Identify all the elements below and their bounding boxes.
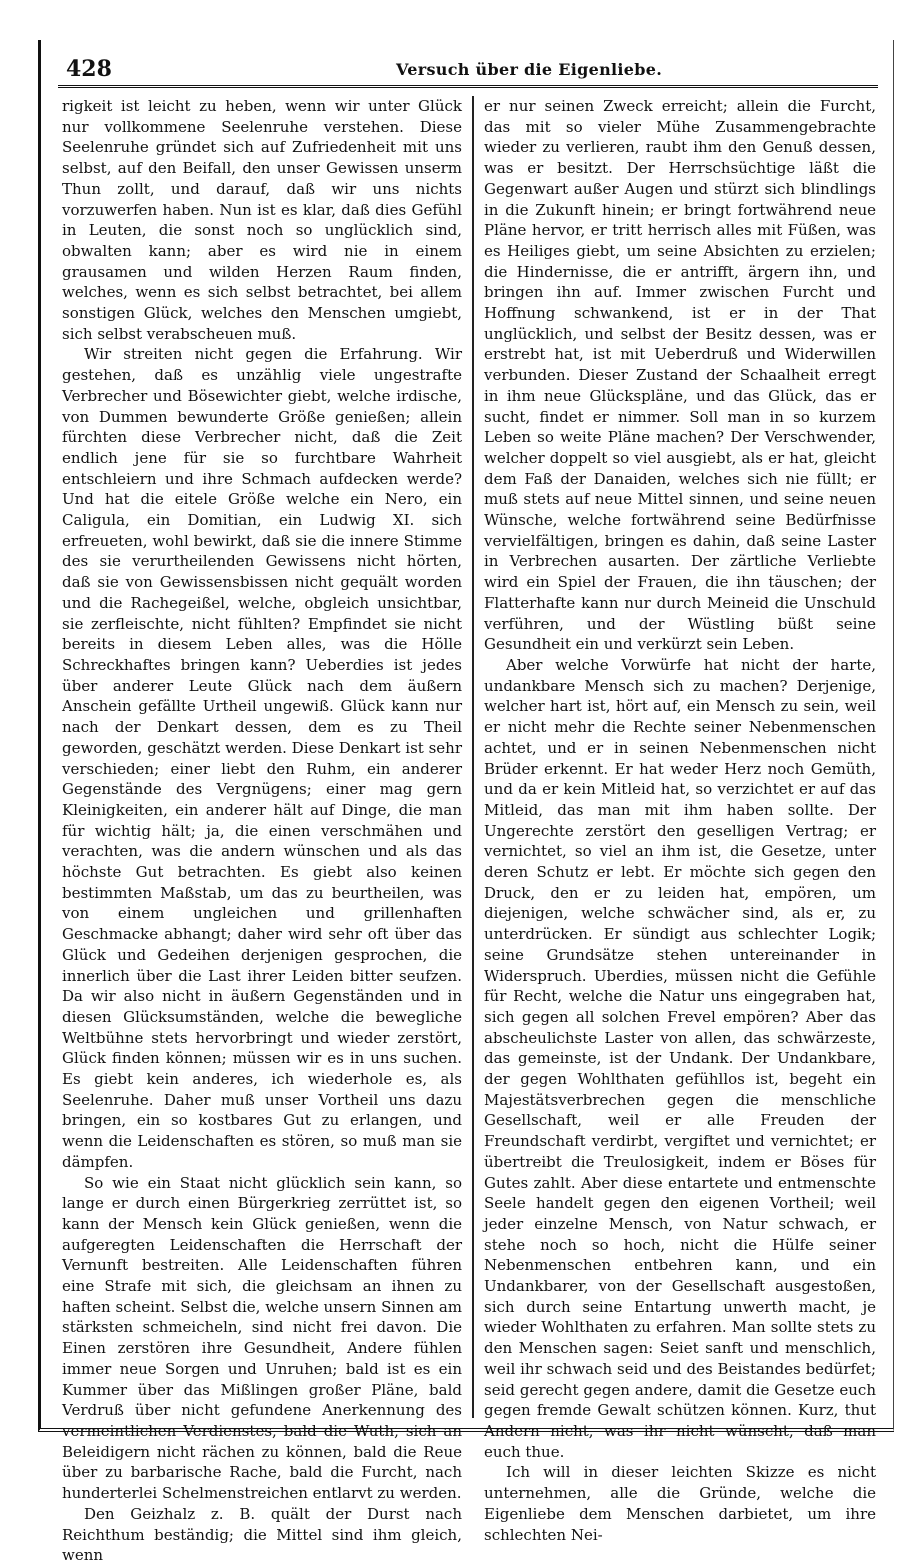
paragraph: Aber welche Vorwürfe hat nicht der harte, undankbare Mensch sich zu machen? Derjenige, welcher hart ist, hört auf, ein Mensch zu sein, weil er nicht mehr die Rechte seiner Nebenmenschen achtet, und er in seinen Nebenmenschen nicht Brüder erkennt. Er hat weder Herz noch Gemüth, und da er kein Mitleid hat, so verzichtet er auf das Mitleid, das man mit ihm haben sollte. Der Ungerechte zerstört den geselligen Vertrag; er vernichtet, so viel an ihm ist, die Gesetze, unter deren Schutz er lebt. Er möchte sich gegen den Druck, den er zu leiden hat, empören, um diejenigen, welche schwächer sind, als er, zu unterdrücken. Er sündigt aus schlechter Logik; seine Grundsätze stehen untereinander in Widerspruch. Uberdies, müssen nicht die Gefühle für Recht, welche die Natur uns eingegraben hat, sich gegen all solchen Frevel empören? Aber das abscheulichste Laster von allen, das schwärzeste, das gemeinste, ist der Undank. Der Undankbare, der gegen Wohlthaten gefühllos ist, begeht ein Majestätsverbrechen gegen die menschliche Gesellschaft, weil er alle Freuden der Freundschaft verdirbt, vergiftet und vernichtet; er übertreibt die Treulosigkeit, indem er Böses für Gutes zahlt. Aber diese entartete und entmenschte Seele handelt gegen den eigenen Vortheil; weil jeder einzelne Mensch, von Natur schwach, er stehe noch so hoch, nicht die Hülfe seiner Nebenmenschen entbehren kann, und ein Undankbarer, von der Gesellschaft ausgestoßen, sich durch seine Entartung unwerth macht, je wieder Wohlthaten zu erfahren. Man sollte stets zu den Menschen sagen: Seiet sanft und menschlich, weil ihr schwach seid und des Beistandes bedürfet; seid gerecht gegen andere, damit die Gesetze euch gegen fremde Gewalt schützen können. Kurz, thut Andern nicht, was ihr nicht wünscht, daß man euch thue. [484,655,876,1461]
right-column [484,96,876,1545]
paragraph: Wir streiten nicht gegen die Erfahrung. Wir gestehen, daß es unzählig viele ungestrafte Verbrecher und Bösewichter giebt, welche irdische, von Dummen bewunderte Größe genießen; allein fürchten diese Verbrecher nicht, daß die Zeit endlich jene für sie so furchtbare Wahrheit entschleiern und ihre Schmach aufdecken werde? Und hat die eitele Größe welche ein Nero, ein Caligula, ein Domitian, ein Ludwig XI. sich erfreueten, wohl bewirkt, daß sie die innere Stimme des sie verurtheilenden Gewissens nicht hörten, daß sie von Gewissensbissen nicht gequält worden und die Rachegeißel, welche, obgleich unsichtbar, sie zerfleischte, nicht fühlten? Empfindet sie nicht bereits in diesem Leben alles, was die Hölle Schreckhaftes bringen kann? Ueberdies ist jedes über anderer Leute Glück nach dem äußern Anschein gefällte Urtheil ungewiß. Glück kann nur nach der Denkart dessen, dem es zu Theil geworden, geschätzt werden. Diese Denkart ist sehr verschieden; einer liebt den Ruhm, ein anderer Gegenstände des Vergnügens; einer mag gern Kleinigkeiten, ein anderer hält auf Dinge, die man für wichtig hält; ja, die einen verschmähen und verachten, was die andern wünschen und als das höchste Gut betrachten. Es giebt also keinen bestimmten Maßstab, um das zu beurtheilen, was von einem ungleichen und grillenhaften Geschmacke abhangt; daher wird sehr oft über das Glück und Gedeihen derjenigen gesprochen, die innerlich über die Last ihrer Leiden bitter seufzen. Da wir also nicht in äußern Gegenständen und in diesen Glücksumständen, welche die bewegliche Weltbühne stets hervorbringt und wieder zerstört, Glück finden können; müssen wir es in uns suchen. Es giebt kein anderes, ich wiederhole es, als Seelenruhe. Daher muß unser Vortheil uns dazu bringen, ein so kostbares Gut zu erlangen, und wenn die Leidenschaften es stören, so muß man sie dämpfen. [62,345,462,1171]
paragraph: Ich will in dieser leichten Skizze es nicht unternehmen, alle die Gründe, welche die Eigenliebe dem Menschen darbietet, um ihre schlechten Nei- [484,1463,876,1544]
column-divider [472,96,474,1418]
paragraph: rigkeit ist leicht zu heben, wenn wir unter Glück nur vollkommene Seelenruhe verstehen. Diese Seelenruhe gründet sich auf Zufriedenheit mit uns selbst, auf den Beifall, den unser Gewissen unserm Thun zollt, und darauf, daß wir uns nichts vorzuwerfen haben. Nun ist es klar, daß dies Gefühl in Leuten, die sonst noch so unglücklich sind, obwalten kann; aber es wird nie in einem grausamen und wilden Herzen Raum finden, welches, wenn es sich selbst betrachtet, bei allem sonstigen Glück, welches den Menschen umgiebt, sich selbst verabscheuen muß. [62,97,462,343]
paragraph: Den Geizhalz z. B. quält der Durst nach Reichthum beständig; die Mittel sind ihm gleich, wenn [62,1504,462,1565]
left-column [62,96,462,1566]
header-rule [58,85,878,88]
paragraph: er nur seinen Zweck erreicht; allein die Furcht, das mit so vieler Mühe Zusammengebrachte wieder zu verlieren, raubt ihm den Genuß dessen, was er besitzt. Der Herrschsüchtige läßt die Gegenwart außer Augen und stürzt sich blindlings in die Zukunft hinein; er bringt fortwährend neue Pläne hervor, er tritt herrisch alles mit Füßen, was es Heiliges giebt, um seine Absichten zu erzielen; die Hindernisse, die er antrifft, ärgern ihn, und bringen ihn auf. Immer zwischen Furcht und Hoffnung schwankend, ist er in der That unglücklich, und selbst der Besitz dessen, was er erstrebt hat, ist mit Ueberdruß und Widerwillen verbunden. Dieser Zustand der Schaalheit erregt in ihm neue Glückspläne, und das Glück, das er sucht, findet er nimmer. Soll man in so kurzem Leben so weite Pläne machen? Der Verschwender, welcher doppelt so viel ausgiebt, als er hat, gleicht dem Faß der Danaiden, welches sich nie füllt; er muß stets auf neue Mittel sinnen, und seine neuen Wünsche, welche fortwährend seine Bedürfnisse vervielfältigen, bringen es dahin, daß seine Laster in Verbrechen ausarten. Der zärtliche Verliebte wird ein Spiel der Frauen, die ihn täuschen; der Flatterhafte kann nur durch Meineid die Unschuld verführen, und der Wüstling büßt seine Gesundheit ein und verkürzt sein Leben. [484,97,876,654]
paragraph: So wie ein Staat nicht glücklich sein kann, so lange er durch einen Bürgerkrieg zerrüttet ist, so kann der Mensch kein Glück genießen, wenn die aufgeregten Leidenschaften die Herrschaft der Vernunft bestreiten. Alle Leidenschaften führen eine Strafe mit sich, die gleichsam an ihnen zu haften scheint. Selbst die, welche unsern Sinnen am stärksten schmeicheln, sind nicht frei davon. Die Einen zerstören ihre Gesundheit, Andere fühlen immer neue Sorgen und Unruhen; bald ist es ein Kummer über das Mißlingen großer Pläne, bald Verdruß über nicht gefundene Anerkennung des vermeintlichen Verdienstes, bald die Wuth, sich an Beleidigern nicht rächen zu können, bald die Reue über zu barbarische Rache, bald die Furcht, nach hunderterlei Schelmenstreichen entlarvt zu werden. [62,1173,462,1503]
running-head: Versuch über die Eigenliebe. [396,60,663,79]
page-header [58,52,878,88]
page-number: 428 [66,56,112,82]
